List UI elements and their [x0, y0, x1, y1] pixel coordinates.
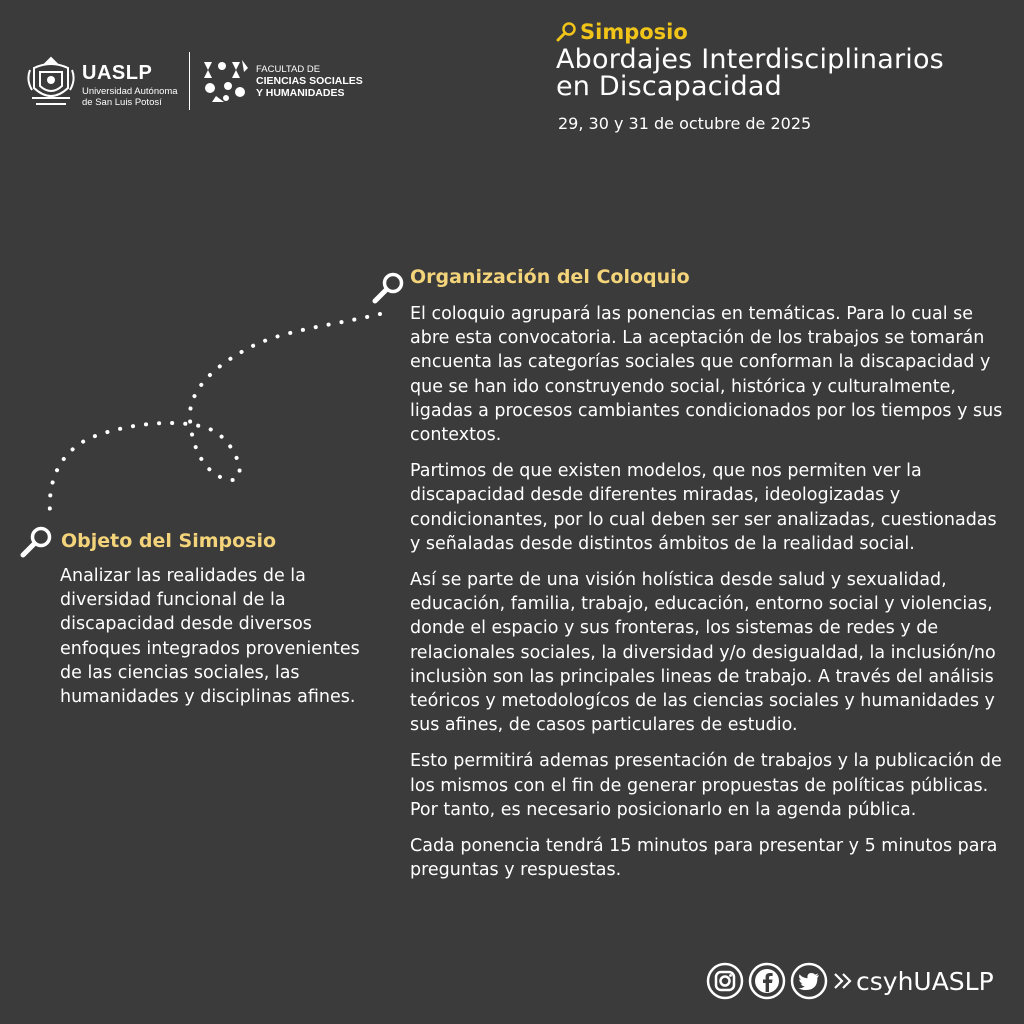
social-handle[interactable]: csyhUASLP	[856, 966, 994, 996]
university-name: UASLP	[82, 62, 153, 84]
faculty-line3: Y HUMANIDADES	[256, 87, 345, 99]
instagram-icon[interactable]	[706, 962, 744, 1000]
magnifier-icon-top	[375, 275, 402, 302]
university-subtitle-line1: Universidad Autónoma	[82, 86, 178, 97]
twitter-icon[interactable]	[790, 962, 828, 1000]
magnifier-icon-bottom	[23, 529, 50, 556]
colloquium-section	[410, 266, 1010, 894]
colloquium-paragraph: El coloquio agrupará las ponencias en temáticas. Para lo cual se abre esta convocatoria. La aceptación de los trabajos se tomarán encuenta las categorías sociales que conforman la discapacidad y que se han ido construyendo social, histórica y culturalmente, ligadas a procesos cambiantes condicionados por los tiempos y sus contextos.	[410, 304, 1003, 446]
university-subtitle-line2: de San Luis Potosí	[82, 97, 162, 108]
objective-text: Analizar las realidades de la diversidad funcional de la discapacidad desde diversos enfoques integrados provenientes de las ciencias sociales, las humanidades y disciplinas afines.	[60, 566, 360, 708]
colloquium-heading: Organización del Coloquio	[410, 266, 690, 288]
colloquium-paragraph: Partimos de que existen modelos, que nos permiten ver la discapacidad desde diferentes miradas, ideologizadas y condicionantes, por lo cual deben ser ser analizadas, cuestionadas y señaladas desde distintos ámbitos de la realidad social.	[410, 461, 997, 554]
faculty-line2: CIENCIAS SOCIALES	[256, 75, 363, 87]
colloquium-paragraph: Esto permitirá ademas presentación de trabajos y la publicación de los mismos con el fin de generar propuestas de políticas públicas. Por tanto, es necesario posicionarlo en la agenda pública.	[410, 751, 1002, 820]
event-title-line1: Abordajes Interdisciplinarios	[556, 44, 944, 75]
faculty-line1: FACULTAD DE	[256, 64, 321, 75]
colloquium-paragraph: Así se parte de una visión holística desde salud y sexualidad, educación, familia, trabajo, educación, entorno social y violencias, donde el espacio y sus fronteras, los sistemas de redes y de relacionales sociales, la diversidad y/o desigualdad, la inclusión/no inclusiòn son las principales lineas de trabajo. A través del análisis teóricos y metodologícos de las ciencias sociales y humanidades y sus afines, de casos particulares de estudio.	[410, 570, 996, 736]
colloquium-paragraph: Cada ponencia tendrá 15 minutos para presentar y 5 minutos para preguntas y respuestas.	[410, 836, 998, 881]
event-dates: 29, 30 y 31 de octubre de 2025	[558, 114, 812, 133]
objective-heading: Objeto del Simposio	[61, 530, 277, 552]
symposium-label: Simposio	[580, 20, 688, 44]
facebook-icon[interactable]	[748, 962, 786, 1000]
social-links	[706, 962, 994, 1000]
double-chevron-icon	[832, 970, 854, 992]
event-title-line2: en Discapacidad	[556, 71, 782, 102]
